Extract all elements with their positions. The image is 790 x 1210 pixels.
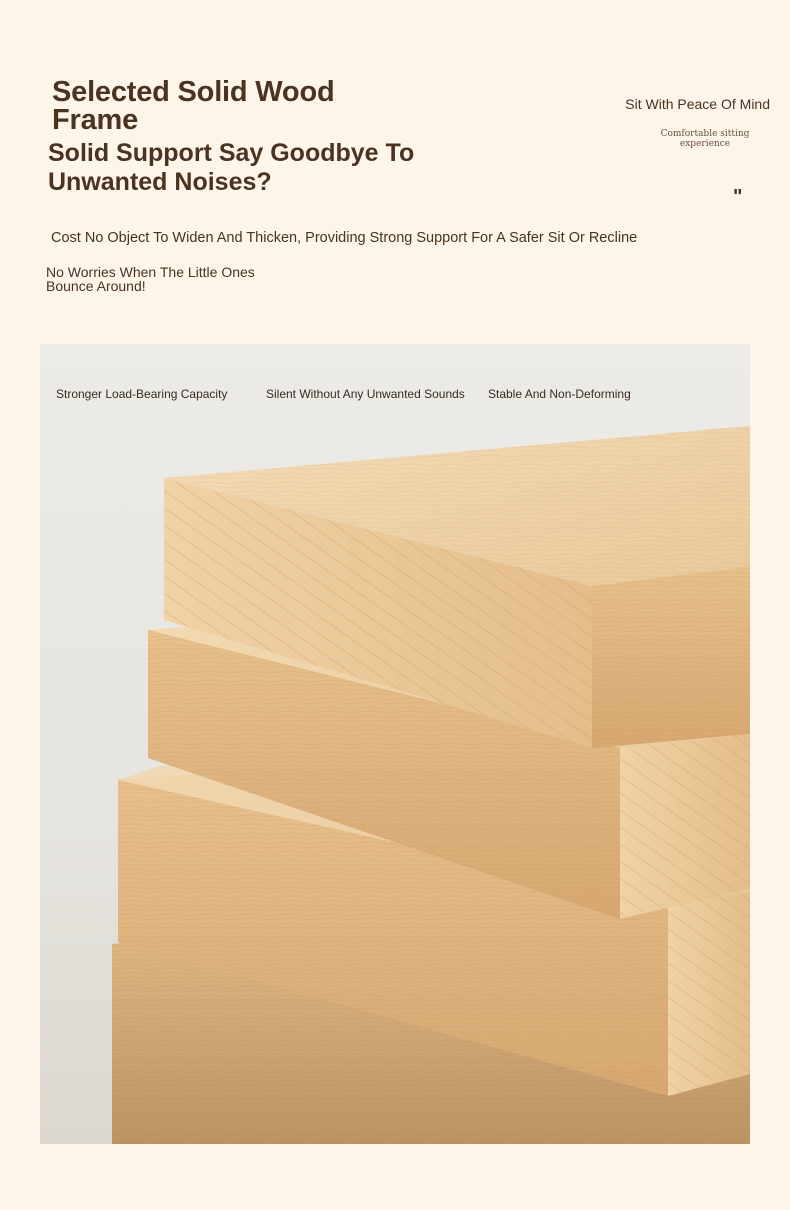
section-description: Cost No Object To Widen And Thicken, Providing Strong Support For A Safer Sit Or Recline [51, 230, 638, 246]
section-subtitle: Solid Support Say Goodbye To Unwanted Noises? [48, 139, 415, 196]
feature-load-bearing: Stronger Load-Bearing Capacity [56, 387, 228, 401]
quote-icon: " [733, 186, 743, 208]
feature-silent: Silent Without Any Unwanted Sounds [266, 387, 465, 401]
note-text: No Worries When The Little Ones Bounce Around! [46, 264, 255, 294]
wood-stack-illustration [40, 344, 750, 1144]
side-title: Sit With Peace Of Mind [625, 96, 770, 112]
feature-stable: Stable And Non-Deforming [488, 387, 631, 401]
wood-planks-image [40, 344, 750, 1144]
side-subtitle: Comfortable sitting experience [660, 129, 750, 149]
section-title: Selected Solid Wood Frame [52, 76, 335, 136]
